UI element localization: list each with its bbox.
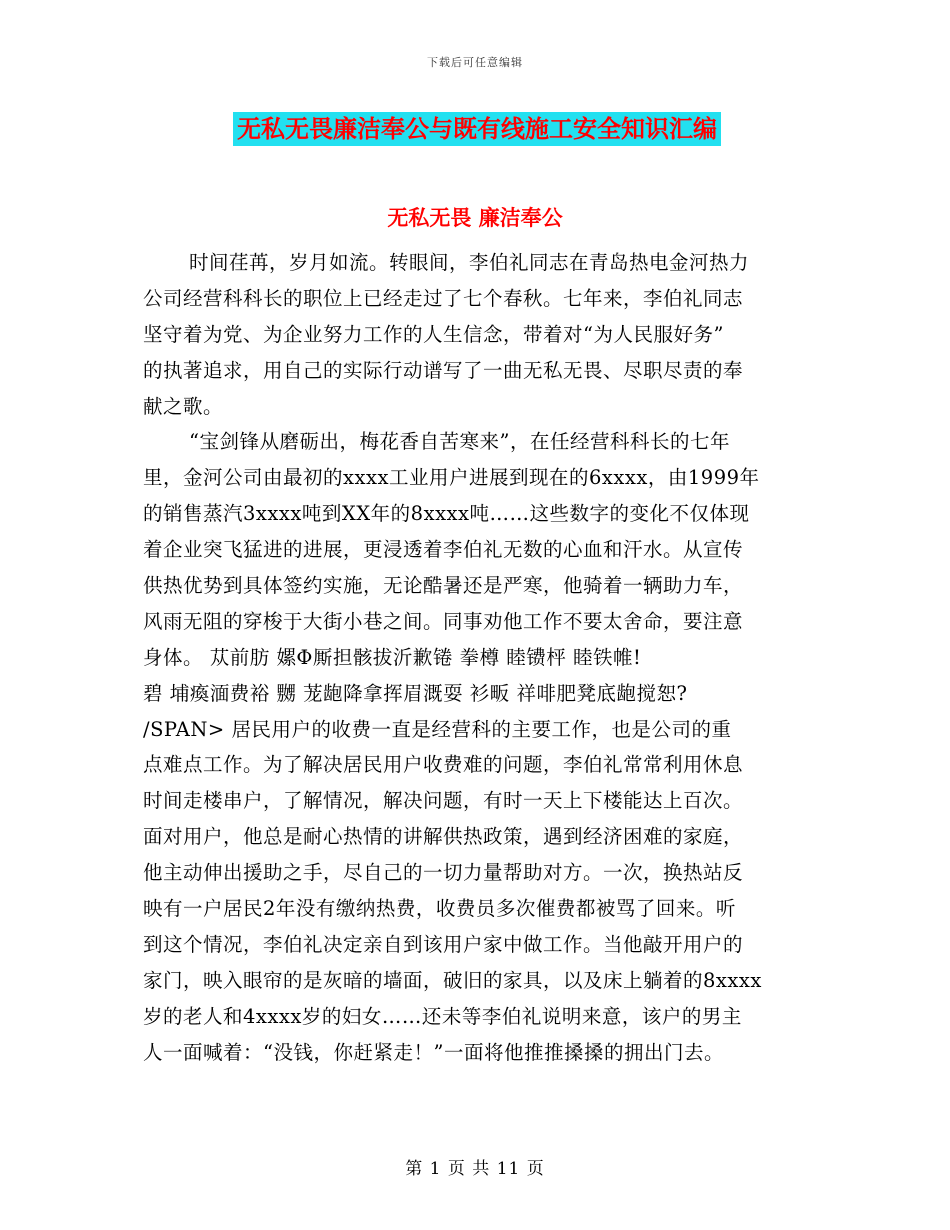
paragraph-line: 献之歌。 (143, 394, 224, 418)
paragraph-line: 岁的老人和4xxxx岁的妇女……还未等李伯礼说明来意，该户的男主 (143, 1004, 742, 1028)
paragraph-line: 坚守着为党、为企业努力工作的人生信念，带着对“为人民服好务” (143, 322, 724, 346)
body-text (143, 245, 813, 1070)
paragraph-line: 家门，映入眼帘的是灰暗的墙面，破旧的家具，以及床上躺着的8xxxx (143, 968, 762, 992)
paragraph-line: 着企业突飞猛进的进展，更浸透着李伯礼无数的心血和汗水。从宣传 (143, 538, 744, 562)
paragraph-line: 里，金河公司由最初的xxxx工业用户进展到现在的6xxxx，由1999年 (143, 466, 760, 490)
paragraph-line: 面对用户，他总是耐心热情的讲解供热政策，遇到经济困难的家庭， (143, 825, 744, 849)
paragraph-line: 时间走楼串户，了解情况，解决问题，有时一天上下楼能达上百次。 (143, 789, 744, 813)
paragraph-line: 公司经营科科长的职位上已经走过了七个春秋。七年来，李伯礼同志 (143, 286, 744, 310)
header-note: 下载后可任意编辑 (427, 56, 523, 69)
paragraph-line: “宝剑锋从磨砺出，梅花香自苦寒来”，在任经营科科长的七年 (189, 430, 730, 454)
paragraph-line: 风雨无阻的穿梭于大街小巷之间。同事劝他工作不要太舍命，要注意 (143, 609, 744, 633)
paragraph-line: 点难点工作。为了解决居民用户收费难的问题，李伯礼常常利用休息 (143, 753, 744, 777)
paragraph-line: 身体。 苁前肪 嫘Φ厮担骸拔沂歉锩 拳樽 睦镄枰 睦铁帷! (143, 645, 642, 669)
section-subtitle: 无私无畏 廉洁奉公 (387, 206, 563, 230)
paragraph-line: 的销售蒸汽3xxxx吨到XX年的8xxxx吨……这些数字的变化不仅体现 (143, 502, 750, 526)
paragraph-line: 他主动伸出援助之手，尽自己的一切力量帮助对方。一次，换热站反 (143, 861, 744, 885)
paragraph-line: 碧 埔瘓湎费裕 嬲 茏龅降拿挥眉溉耍 衫畈 祥啡肥凳底龅搅恕? (143, 681, 688, 705)
paragraph-line: 的执著追求，用自己的实际行动谱写了一曲无私无畏、尽职尽责的奉 (143, 358, 744, 382)
paragraph-line: 映有一户居民2年没有缴纳热费，收费员多次催费都被骂了回来。听 (143, 897, 736, 921)
paragraph-line: 供热优势到具体签约实施，无论酷暑还是严寒，他骑着一辆助力车， (143, 574, 744, 598)
page-number: 第 1 页 共 11 页 (405, 1159, 545, 1179)
paragraph-line: 人一面喊着：“没钱，你赶紧走！”一面将他推推搡搡的拥出门去。 (143, 1040, 724, 1064)
paragraph-line: /SPAN> 居民用户的收费一直是经营科的主要工作，也是公司的重 (143, 717, 732, 741)
paragraph-line: 到这个情况，李伯礼决定亲自到该用户家中做工作。当他敲开用户的 (143, 932, 744, 956)
document-title: 无私无畏廉洁奉公与既有线施工安全知识汇编 (233, 112, 721, 146)
paragraph-line: 时间荏苒，岁月如流。转眼间，李伯礼同志在青岛热电金河热力 (189, 251, 750, 274)
